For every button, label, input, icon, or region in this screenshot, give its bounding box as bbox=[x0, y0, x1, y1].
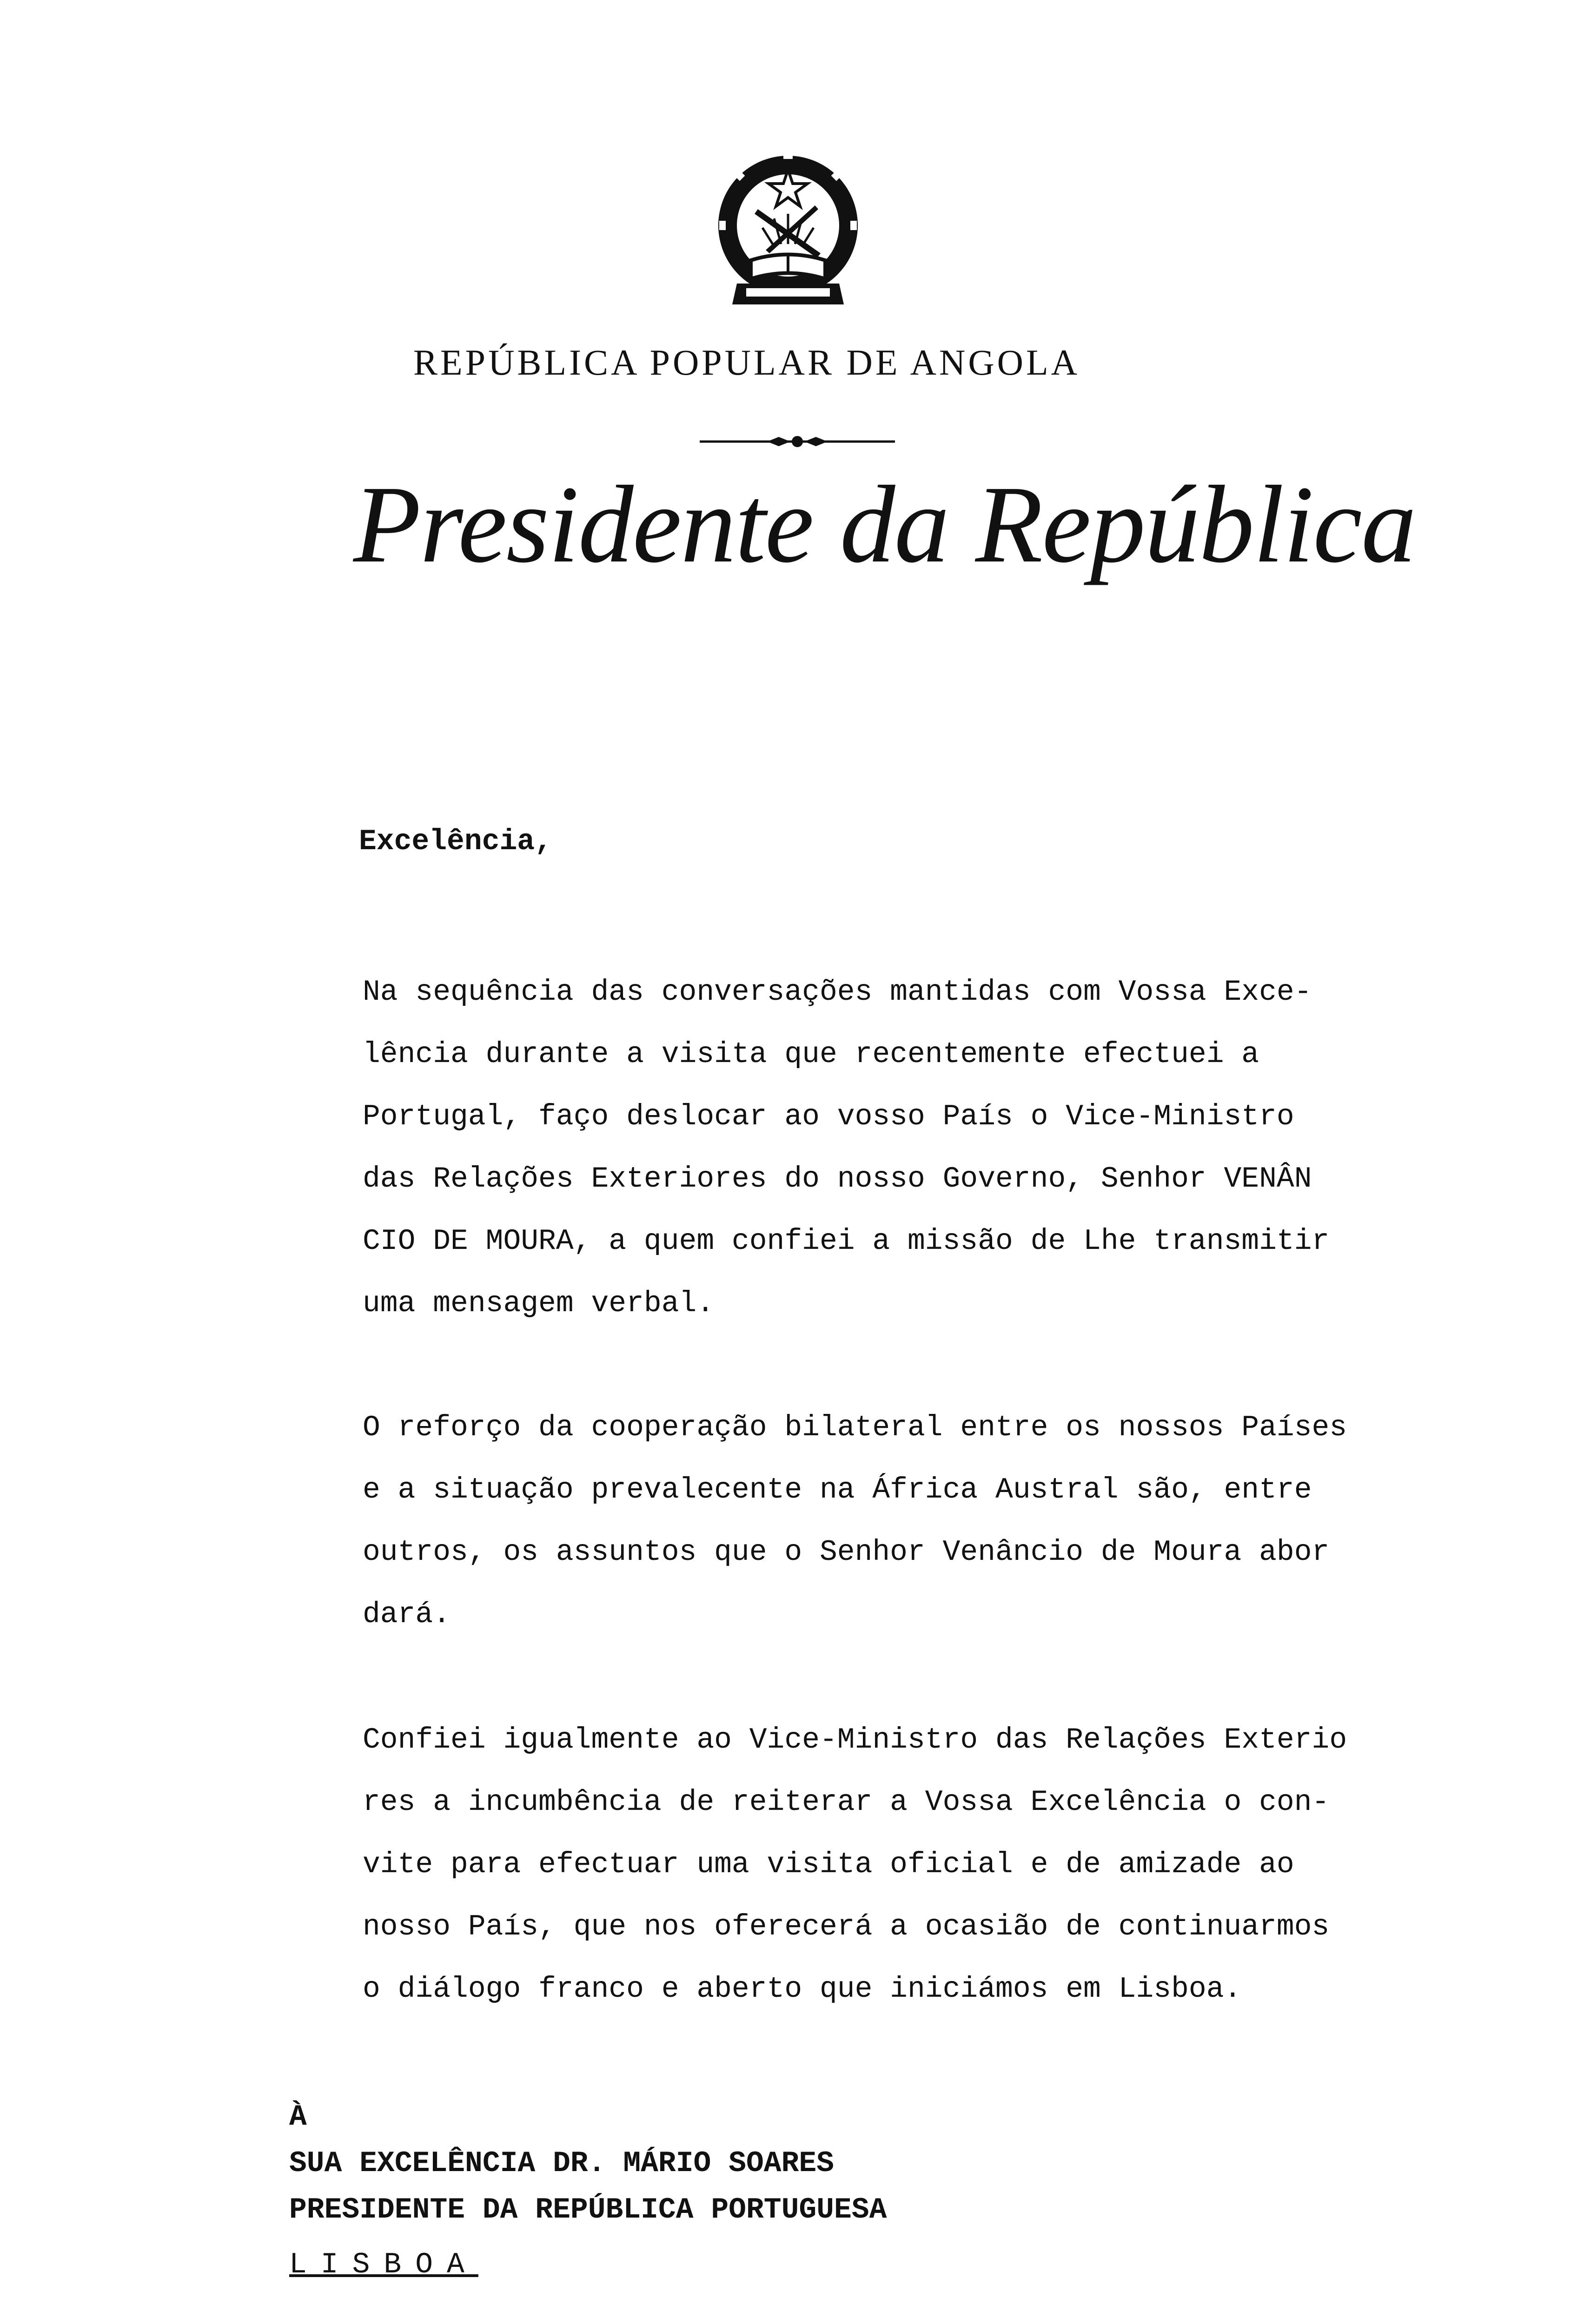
paragraph-1 bbox=[363, 961, 1329, 1335]
paragraph-line: nosso País, que nos oferecerá a ocasião de continuarmos bbox=[363, 1910, 1330, 1943]
paragraph-line: das Relações Exteriores do nosso Governo, Senhor VENÂN bbox=[363, 1162, 1312, 1195]
salutation: Excelência, bbox=[359, 825, 552, 858]
paragraph-line: outros, os assuntos que o Senhor Venâncio de Moura abor bbox=[363, 1536, 1330, 1569]
paragraph-line: Portugal, faço deslocar ao vosso País o Vice-Ministro bbox=[363, 1100, 1294, 1133]
paragraph-line: uma mensagem verbal. bbox=[363, 1287, 715, 1320]
paragraph-line: Na sequência das conversações mantidas com Vossa Exce- bbox=[363, 976, 1312, 1009]
paragraph-line: vite para efectuar uma visita oficial e de amizade ao bbox=[363, 1848, 1294, 1881]
addressee-name: SUA EXCELÊNCIA DR. MÁRIO SOARES bbox=[289, 2147, 834, 2180]
paragraph-2 bbox=[363, 1397, 1347, 1646]
addressee-prefix: À bbox=[289, 2100, 307, 2133]
paragraph-line: Confiei igualmente ao Vice-Ministro das Relações Exterio bbox=[363, 1723, 1347, 1756]
addressee-title: PRESIDENTE DA REPÚBLICA PORTUGUESA bbox=[289, 2193, 887, 2226]
office-title: Presidente da República bbox=[353, 463, 1416, 586]
addressee-city: LISBOA bbox=[289, 2248, 478, 2281]
addressee-block bbox=[289, 2094, 887, 2288]
country-name: REPÚBLICA POPULAR DE ANGOLA bbox=[413, 342, 1080, 383]
paragraph-line: O reforço da cooperação bilateral entre os nossos Países bbox=[363, 1411, 1347, 1444]
paragraph-line: CIO DE MOURA, a quem confiei a missão de Lhe transmitir bbox=[363, 1225, 1330, 1258]
paragraph-line: lência durante a visita que recentemente efectuei a bbox=[363, 1038, 1259, 1071]
paragraph-3 bbox=[363, 1709, 1347, 2020]
divider-ornament-icon bbox=[700, 435, 895, 449]
paragraph-line: o diálogo franco e aberto que iniciámos em Lisboa. bbox=[363, 1973, 1242, 2006]
paragraph-line: res a incumbência de reiterar a Vossa Excelência o con- bbox=[363, 1786, 1330, 1819]
paragraph-line: e a situação prevalecente na África Austral são, entre bbox=[363, 1473, 1312, 1506]
paragraph-line: dará. bbox=[363, 1598, 451, 1631]
angola-coat-of-arms-icon bbox=[714, 144, 862, 321]
